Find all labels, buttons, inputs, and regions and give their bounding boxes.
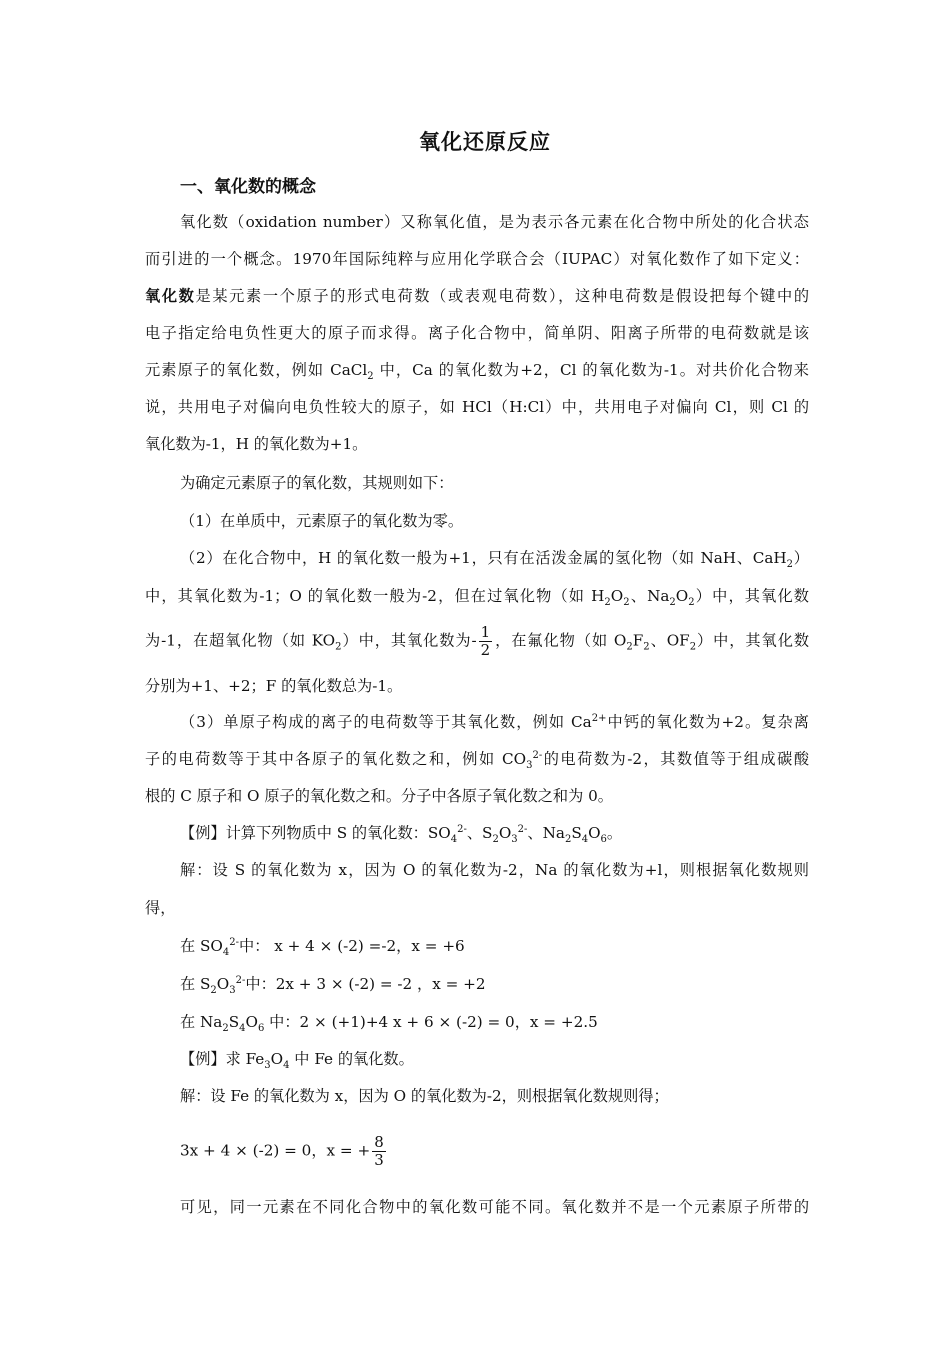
paragraph-line: 氧化数（oxidation number）又称氧化值，是为表示各元素在化合物中所处的化合状态 <box>180 213 809 231</box>
rule-2-line: （2）在化合物中，H 的氧化数一般为+1，只有在活泼金属的氢化物（如 NaH、CaH$_2$） <box>180 549 809 571</box>
rule-2-line: 为-1，在超氧化物（如 $KO_2$）中，其氧化数为- $\frac{1}{2}$ ，在氟化物（如 $O_2F_2$、$OF_2$）中，其氧化数 <box>145 623 810 659</box>
page-title: 氧化还原反应 <box>419 130 551 154</box>
section-heading: 一、氧化数的概念 <box>180 177 316 197</box>
example-1: 【例】计算下列物质中 S 的氧化数：$SO_4^{2-}$、$S_2O_3^{2-}$、$Na_2S_4O_6$。 <box>180 823 623 846</box>
rule-1: （1）在单质中，元素原子的氧化数为零。 <box>180 512 464 530</box>
fraction-one-half: $\frac{1}{2}$ <box>480 623 491 659</box>
paragraph-line: 氧化数为-1，H 的氧化数为+1。 <box>145 435 368 453</box>
paragraph-line: 元素原子的氧化数，例如 CaCl$_2$ 中，Ca 的氧化数为+2，Cl 的氧化数为-1。对共价化合物来 <box>145 361 809 383</box>
equation-2: 在 $S_2O_3^{2-}$中：2x + 3 × (-2) = -2 ，x = +2 <box>180 974 486 997</box>
rule-2-line: 分别为+1、+2；F 的氧化数总为-1。 <box>145 677 403 695</box>
equation-4: 3x + 4 × (-2) = 0，x = + $\frac{8}{3}$ <box>180 1133 384 1169</box>
rule-3-line: （3）单原子构成的离子的电荷数等于其氧化数，例如 $Ca^{2+}$中钙的氧化数为+2。复杂离 <box>180 712 809 731</box>
paragraph-line: 电子指定给电负性更大的原子而求得。离子化合物中，简单阴、阳离子所带的电荷数就是该 <box>145 324 809 342</box>
definition-term: 氧化数 <box>145 287 196 305</box>
solution-line: 解：设 S 的氧化数为 x，因为 O 的氧化数为-2，Na 的氧化数为+l，则根据氧化数规则 <box>180 861 809 879</box>
rule-3-line: 子的电荷数等于其中各原子的氧化数之和，例如 $CO_3^{2-}$的电荷数为-2，其数值等于组成碳酸 <box>145 749 810 772</box>
definition-line: 氧化数是某元素一个原子的形式电荷数（或表观电荷数），这种电荷数是假设把每个键中的 <box>145 287 810 305</box>
equation-3: 在 $Na_2S_4O_6$ 中：2 × (+1)+4 x + 6 × (-2) = 0，x = +2.5 <box>180 1013 598 1035</box>
solution-line: 得， <box>145 899 176 917</box>
example-2: 【例】求 $Fe_3O_4$ 中 Fe 的氧化数。 <box>180 1050 414 1072</box>
fraction-eight-thirds: $\frac{8}{3}$ <box>374 1133 384 1169</box>
rule-3-line: 根的 C 原子和 O 原子的氧化数之和。分子中各原子氧化数之和为 0。 <box>145 787 613 805</box>
paragraph-line: 可见，同一元素在不同化合物中的氧化数可能不同。氧化数并不是一个元素原子所带的 <box>180 1198 809 1216</box>
paragraph-line: 而引进的一个概念。1970年国际纯粹与应用化学联合会（IUPAC）对氧化数作了如下定义： <box>145 250 809 268</box>
solution-line: 解：设 Fe 的氧化数为 x，因为 O 的氧化数为-2，则根据氧化数规则得； <box>180 1087 669 1105</box>
paragraph-line: 说，共用电子对偏向电负性较大的原子，如 HCl（H:Cl）中，共用电子对偏向 Cl，则 Cl 的 <box>145 398 809 416</box>
equation-1: 在 $SO_4^{2-}$中： x + 4 × (-2) =-2，x = +6 <box>180 936 465 959</box>
rules-intro: 为确定元素原子的氧化数，其规则如下： <box>180 474 454 492</box>
rule-2-line: 中，其氧化数为-1；O 的氧化数一般为-2，但在过氧化物（如 $H_2O_2$、$Na_2O_2$）中，其氧化数 <box>145 587 809 609</box>
